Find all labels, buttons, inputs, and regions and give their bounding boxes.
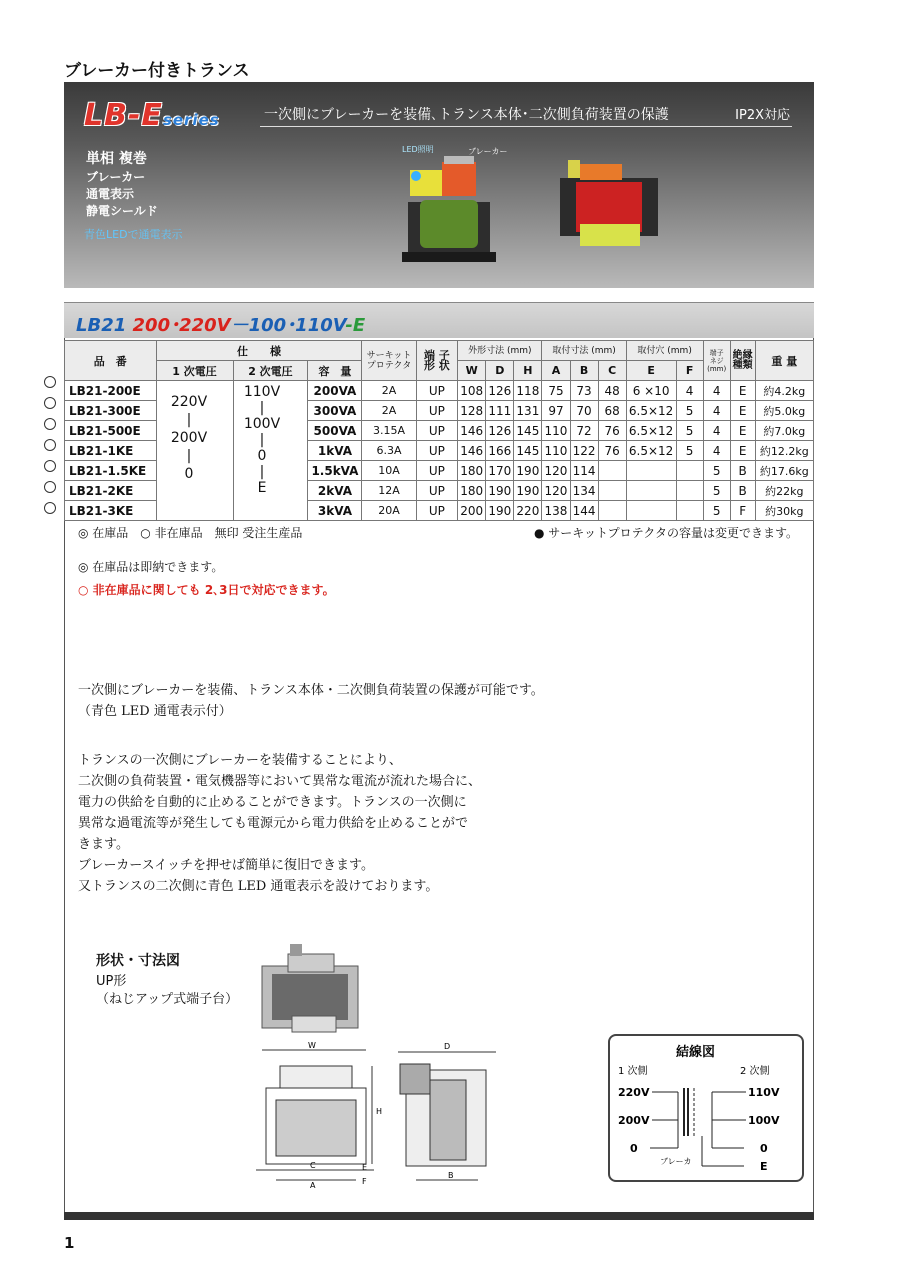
cell-C: 76: [598, 421, 626, 441]
cell-C: [598, 501, 626, 521]
dimension-drawing: [256, 1040, 616, 1190]
header-H: H: [514, 361, 542, 381]
cell-W: 180: [458, 461, 486, 481]
cell-weight: 約5.0kg: [755, 401, 813, 421]
secondary-voltage-stack: 110V | 100V | 0 | E: [243, 384, 281, 496]
dimension-subtitle: UP形 （ねじアップ式端子台）: [96, 974, 239, 1007]
cell-cap: 3kVA: [308, 501, 362, 521]
cell-H: 145: [514, 421, 542, 441]
led-note: 青色LEDで通電表示: [84, 228, 183, 241]
wiring-p2: 200V: [618, 1114, 650, 1127]
stock-marker: [44, 502, 56, 514]
cell-H: 118: [514, 381, 542, 401]
cell-term: UP: [416, 401, 458, 421]
cell-E: 6.5×12: [626, 441, 676, 461]
intro-paragraph: 一次側にブレーカーを装備、トランス本体・二次側負荷装置の保護が可能です。 （青色 LED 通電表示付）: [78, 683, 544, 719]
cell-ins: B: [730, 461, 755, 481]
cell-C: [598, 481, 626, 501]
cell-prot: 2A: [362, 381, 416, 401]
model-title: LB21 200･220V－100･110V-E: [76, 315, 366, 336]
cell-F: 5: [676, 401, 703, 421]
wiring-s3: 0: [760, 1142, 768, 1155]
stock-marker: [44, 439, 56, 451]
label-E: E: [362, 1163, 368, 1172]
header-mount-dims: 取付寸法 (mm): [542, 341, 626, 361]
cell-prot: 6.3A: [362, 441, 416, 461]
wiring-s2: 100V: [748, 1114, 780, 1127]
stock-note: ◎ 在庫品は即納できます。: [78, 560, 224, 574]
wiring-primary: 1 次側: [618, 1066, 648, 1077]
led-label: LED照明: [402, 145, 434, 154]
cell-A: 75: [542, 381, 570, 401]
cell-E: [626, 461, 676, 481]
cell-screw: 5: [703, 501, 730, 521]
cell-A: 120: [542, 481, 570, 501]
cell-weight: 約4.2kg: [755, 381, 813, 401]
product-photo-top: [554, 152, 664, 262]
cell-H: 190: [514, 461, 542, 481]
label-C: C: [310, 1161, 316, 1170]
header-W: W: [458, 361, 486, 381]
cell-weight: 約17.6kg: [755, 461, 813, 481]
header-C: C: [598, 361, 626, 381]
cell-screw: 5: [703, 461, 730, 481]
cell-E: 6 ×10: [626, 381, 676, 401]
label-W: W: [308, 1041, 316, 1050]
cell-weight: 約30kg: [755, 501, 813, 521]
cell-model: LB21-2KE: [65, 481, 157, 501]
cell-W: 146: [458, 421, 486, 441]
bottom-bar: [64, 1212, 814, 1220]
cell-model: LB21-300E: [65, 401, 157, 421]
header-protector: サーキット プロテクタ: [362, 341, 416, 381]
header-D: D: [486, 361, 514, 381]
cell-C: 68: [598, 401, 626, 421]
cell-term: UP: [416, 481, 458, 501]
cell-prot: 3.15A: [362, 421, 416, 441]
cell-cap: 300VA: [308, 401, 362, 421]
description-paragraph: トランスの一次側にブレーカーを装備することにより、 二次側の負荷装置・電気機器等において異常な電流が流れた場合に、 電力の供給を自動的に止めることができます。トランスの一次側に 異常な過電流等が発生しても電源元から電力供給を止めることがで きます。 ブレーカースイッチを押せば簡単に復旧できます。 又トランスの二次側に青色 LED 通電表示を設けております。: [78, 753, 482, 894]
cell-H: 220: [514, 501, 542, 521]
cell-ins: E: [730, 401, 755, 421]
header-F: F: [676, 361, 703, 381]
feature-list: [86, 150, 158, 220]
cell-cap: 200VA: [308, 381, 362, 401]
cell-E: 6.5×12: [626, 421, 676, 441]
cell-cap: 1kVA: [308, 441, 362, 461]
stock-marker: [44, 376, 56, 388]
header-hole: 取付穴 (mm): [626, 341, 703, 361]
cell-screw: 5: [703, 481, 730, 501]
cell-B: 134: [570, 481, 598, 501]
cell-ins: E: [730, 381, 755, 401]
wiring-breaker: ブレーカ: [660, 1157, 692, 1166]
cell-W: 180: [458, 481, 486, 501]
ip-rating: IP2X対応: [735, 108, 790, 123]
cell-screw: 4: [703, 421, 730, 441]
cell-W: 146: [458, 441, 486, 461]
cell-W: 128: [458, 401, 486, 421]
top-view-photo: [258, 944, 362, 1038]
header-secondary: 2 次電圧: [233, 361, 308, 381]
stock-marker: [44, 481, 56, 493]
cell-prot: 10A: [362, 461, 416, 481]
series-logo: LB-Eseries: [84, 98, 220, 133]
cell-D: 190: [486, 501, 514, 521]
cell-weight: 約7.0kg: [755, 421, 813, 441]
cell-H: 131: [514, 401, 542, 421]
cell-ins: B: [730, 481, 755, 501]
cell-weight: 約12.2kg: [755, 441, 813, 461]
cell-F: [676, 481, 703, 501]
cell-cap: 2kVA: [308, 481, 362, 501]
cell-screw: 4: [703, 441, 730, 461]
cell-B: 144: [570, 501, 598, 521]
cell-cap: 500VA: [308, 421, 362, 441]
header-A: A: [542, 361, 570, 381]
cell-A: 110: [542, 441, 570, 461]
wiring-p1: 220V: [618, 1086, 650, 1099]
cell-F: [676, 461, 703, 481]
cell-H: 190: [514, 481, 542, 501]
header-B: B: [570, 361, 598, 381]
cell-E: [626, 481, 676, 501]
cell-B: 122: [570, 441, 598, 461]
header-E: E: [626, 361, 676, 381]
hero-tagline: 一次側にブレーカーを装備､トランス本体･二次側負荷装置の保護: [264, 107, 669, 123]
cell-C: [598, 461, 626, 481]
cell-ins: F: [730, 501, 755, 521]
cell-model: LB21-3KE: [65, 501, 157, 521]
cell-term: UP: [416, 501, 458, 521]
cell-C: 48: [598, 381, 626, 401]
protector-note: ● サーキットプロテクタの容量は変更できます。: [534, 526, 799, 540]
label-A: A: [310, 1181, 316, 1190]
cell-F: 4: [676, 381, 703, 401]
cell-E: 6.5×12: [626, 401, 676, 421]
feature-item: 静電シールド: [86, 204, 158, 218]
hero-divider: [260, 126, 792, 127]
label-B: B: [448, 1171, 454, 1180]
cell-C: 76: [598, 441, 626, 461]
cell-B: 72: [570, 421, 598, 441]
cell-model: LB21-1.5KE: [65, 461, 157, 481]
breaker-label: ブレーカー: [468, 147, 508, 156]
cell-D: 166: [486, 441, 514, 461]
cell-H: 145: [514, 441, 542, 461]
cell-B: 114: [570, 461, 598, 481]
header-screw: 端子 ネジ (mm): [703, 341, 730, 381]
header-outer-dims: 外形寸法 (mm): [458, 341, 542, 361]
header-weight: 重 量: [755, 341, 813, 381]
model-header-bar: [64, 302, 814, 338]
dimension-title: 形状・寸法図: [96, 953, 180, 969]
header-spec: 仕 様: [156, 341, 362, 361]
cell-F: [676, 501, 703, 521]
wiring-s4: E: [760, 1160, 768, 1173]
wiring-s1: 110V: [748, 1086, 780, 1099]
feature-item: 通電表示: [86, 187, 135, 201]
cell-ins: E: [730, 441, 755, 461]
hero-banner: [64, 82, 814, 288]
header-capacity: 容 量: [308, 361, 362, 381]
cell-W: 200: [458, 501, 486, 521]
label-F: F: [362, 1177, 367, 1186]
cell-model: LB21-1KE: [65, 441, 157, 461]
cell-weight: 約22kg: [755, 481, 813, 501]
cell-cap: 1.5kVA: [308, 461, 362, 481]
cell-term: UP: [416, 461, 458, 481]
cell-term: UP: [416, 421, 458, 441]
header-insulation: 絶縁 種類: [730, 341, 755, 381]
cell-D: 190: [486, 481, 514, 501]
cell-B: 70: [570, 401, 598, 421]
cell-D: 170: [486, 461, 514, 481]
stock-legend: ◎ 在庫品 ○ 非在庫品 無印 受注生産品: [78, 526, 303, 540]
cell-model: LB21-500E: [65, 421, 157, 441]
wiring-p3: 0: [630, 1142, 638, 1155]
cell-A: 110: [542, 421, 570, 441]
cell-W: 108: [458, 381, 486, 401]
header-model: 品 番: [65, 341, 157, 381]
cell-ins: E: [730, 421, 755, 441]
cell-D: 126: [486, 381, 514, 401]
cell-E: [626, 501, 676, 521]
cell-screw: 4: [703, 381, 730, 401]
cell-term: UP: [416, 381, 458, 401]
non-stock-note: ○ 非在庫品に関しても 2､3日で対応できます。: [78, 583, 335, 597]
cell-term: UP: [416, 441, 458, 461]
stock-marker: [44, 397, 56, 409]
wiring-title: 結線図: [676, 1045, 716, 1060]
cell-D: 126: [486, 421, 514, 441]
header-terminal: 端 子 形 状: [416, 341, 458, 381]
label-H: H: [376, 1107, 383, 1116]
cell-A: 97: [542, 401, 570, 421]
label-D: D: [444, 1042, 451, 1051]
stock-marker: [44, 418, 56, 430]
header-primary: 1 次電圧: [156, 361, 233, 381]
primary-voltage-stack: 220V | 200V | 0: [170, 394, 208, 482]
cell-A: 120: [542, 461, 570, 481]
product-photo-front: [394, 142, 504, 272]
page-title: ブレーカー付きトランス: [64, 61, 250, 81]
cell-prot: 20A: [362, 501, 416, 521]
cell-F: 5: [676, 441, 703, 461]
cell-A: 138: [542, 501, 570, 521]
cell-screw: 4: [703, 401, 730, 421]
cell-prot: 2A: [362, 401, 416, 421]
feature-item: ブレーカー: [86, 170, 146, 184]
wiring-secondary: 2 次側: [740, 1066, 770, 1077]
cell-D: 111: [486, 401, 514, 421]
wiring-diagram: [608, 1034, 804, 1182]
cell-B: 73: [570, 381, 598, 401]
cell-F: 5: [676, 421, 703, 441]
page-number: 1: [64, 1234, 75, 1252]
cell-prot: 12A: [362, 481, 416, 501]
feature-item: 単相 複巻: [86, 151, 147, 167]
cell-model: LB21-200E: [65, 381, 157, 401]
stock-marker: [44, 460, 56, 472]
